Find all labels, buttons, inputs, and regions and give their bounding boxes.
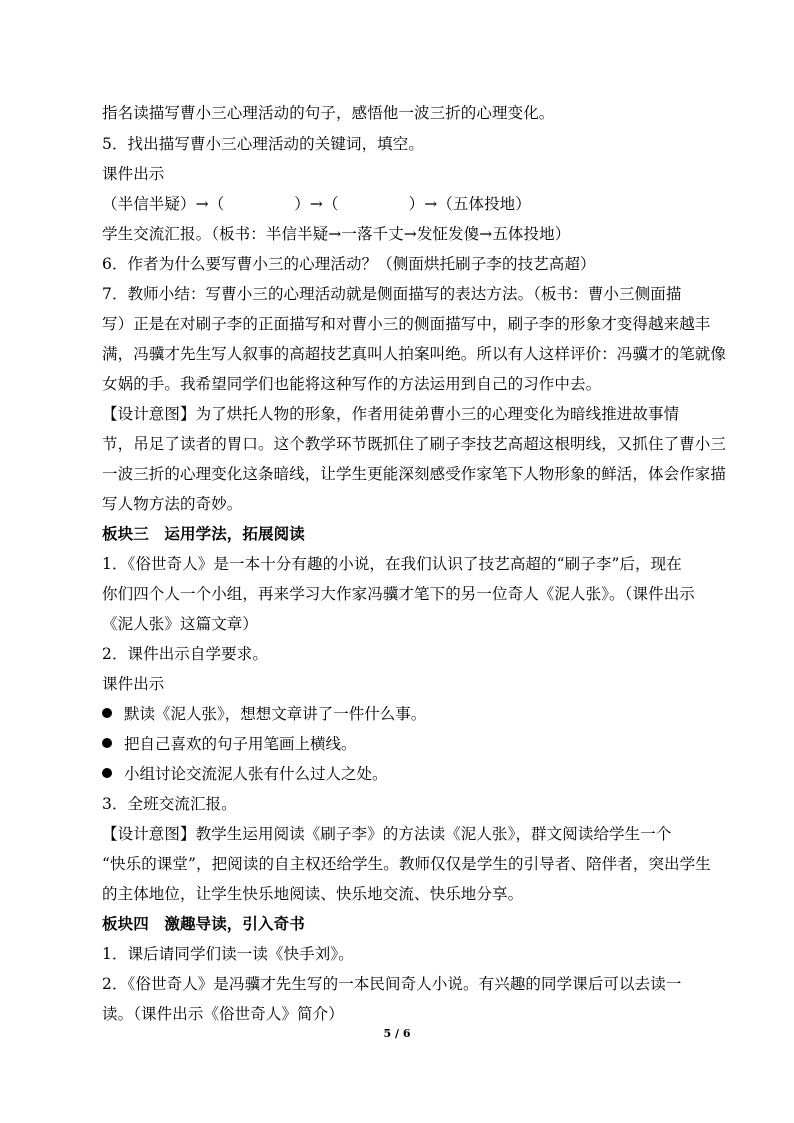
bullet-item [102,764,388,784]
paragraph-line: 课件出示 [102,165,165,183]
paragraph-line: 5．找出描写曹小三心理活动的关键词，填空。 [102,135,424,153]
paragraph-line: 指名读描写曹小三心理活动的句子，感悟他一波三折的心理变化。 [102,104,555,122]
fill-blank-part: ）→（五体投地） [408,195,531,213]
bullet-icon [102,708,112,718]
paragraph-line: 写人物方法的奇妙。 [102,495,243,513]
paragraph-line: 2．课件出示自学要求。 [102,645,268,663]
paragraph-line: 学生交流汇报。（板书：半信半疑→一落千丈→发怔发傻→五体投地） [102,225,571,243]
paragraph-line: 3．全班交流汇报。 [102,795,237,813]
paragraph-line: 6．作者为什么要写曹小三的心理活动？（侧面烘托刷子李的技艺高超） [102,255,596,273]
paragraph-line: 2．《俗世奇人》是冯骥才先生写的一本民间奇人小说。有兴趣的同学课后可以去读一 [102,975,682,993]
paragraph-line: 满，冯骥才先生写人叙事的高超技艺真叫人拍案叫绝。所以有人这样评价：冯骥才的笔就像 [102,345,727,363]
section-heading: 板块四 激趣导读，引入奇书 [102,914,305,933]
bullet-item [102,704,426,724]
paragraph-line: 读。（课件出示《俗世奇人》简介） [102,1005,344,1023]
bullet-text: 把自己喜欢的句子用笔画上横线。 [124,735,357,753]
paragraph-line: 写）正是在对刷子李的正面描写和对曹小三的侧面描写中，刷子李的形象才变得越来越丰 [102,315,711,333]
paragraph-line: 【设计意图】教学生运用阅读《刷子李》的方法读《泥人张》，群文阅读给学生一个 [102,825,672,843]
fill-blank-part: （半信半疑）→（ [102,195,225,213]
bullet-icon [102,768,112,778]
fill-blank-part: ）→（ [294,195,339,213]
paragraph-line: 女娲的手。我希望同学们也能将这种写作的方法运用到自己的习作中去。 [102,375,602,393]
paragraph-line: 一波三折的心理变化这条暗线，让学生更能深刻感受作家笔下人物形象的鲜活，体会作家描 [102,465,727,483]
paragraph-line: 1．《俗世奇人》是一本十分有趣的小说，在我们认识了技艺高超的“刷子李”后，现在 [102,555,682,573]
paragraph-line: 【设计意图】为了烘托人物的形象，作者用徒弟曹小三的心理变化为暗线推进故事情 [102,405,680,423]
paragraph-line: 1．课后请同学们读一读《快手刘》。 [102,945,354,963]
paragraph-line: 你们四个人一个小组，再来学习大作家冯骥才笔下的另一位奇人《泥人张》。（课件出示 [102,585,695,603]
bullet-icon [102,738,112,748]
page-number: 5 / 6 [383,1027,411,1040]
section-heading: 板块三 运用学法，拓展阅读 [102,524,305,543]
fill-blank-line [102,194,531,214]
paragraph-line: 《泥人张》这篇文章） [102,615,259,633]
paragraph-line: 节，吊足了读者的胃口。这个教学环节既抓住了刷子李技艺高超这根明线，又抓住了曹小三 [102,435,727,453]
paragraph-line: 课件出示 [102,675,165,693]
bullet-item [102,734,357,754]
bullet-text: 默读《泥人张》，想想文章讲了一件什么事。 [124,705,427,723]
paragraph-line: 的主体地位，让学生快乐地阅读、快乐地交流、快乐地分享。 [102,885,524,903]
paragraph-line: “快乐的课堂”，把阅读的自主权还给学生。教师仅仅是学生的引导者、陪伴者，突出学生 [102,855,711,873]
paragraph-line: 7．教师小结：写曹小三的心理活动就是侧面描写的表达方法。（板书：曹小三侧面描 [102,285,682,303]
bullet-text: 小组讨论交流泥人张有什么过人之处。 [124,765,388,783]
